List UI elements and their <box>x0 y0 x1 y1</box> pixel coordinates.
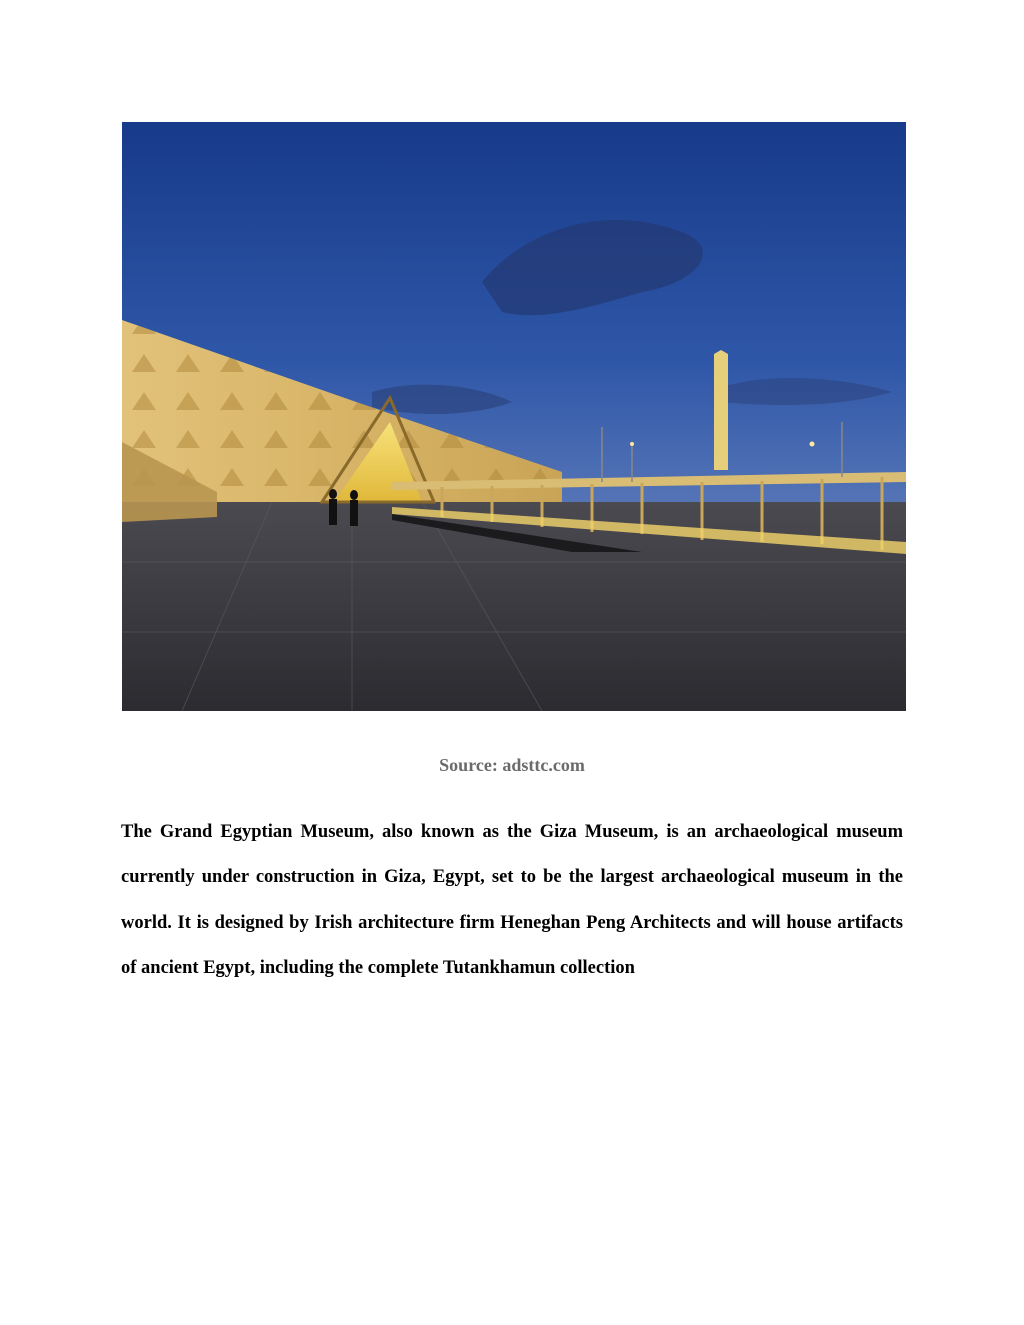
body-paragraph: The Grand Egyptian Museum, also known as the Giza Museum, is an archaeological museum currently under construction in Giza, Egypt, set to be the largest archaeological museum in the world. It is designed by Irish architecture firm Heneghan Peng Architects and will house artifacts of ancient Egypt, including the complete Tutankhamun collection <box>121 822 903 978</box>
museum-photo <box>122 122 906 711</box>
image-source-caption: Source: adsttc.com <box>439 755 585 775</box>
museum-photo-illustration <box>122 122 906 711</box>
lamp-light <box>810 442 815 447</box>
obelisk <box>714 350 728 470</box>
lamp-light <box>630 442 634 446</box>
